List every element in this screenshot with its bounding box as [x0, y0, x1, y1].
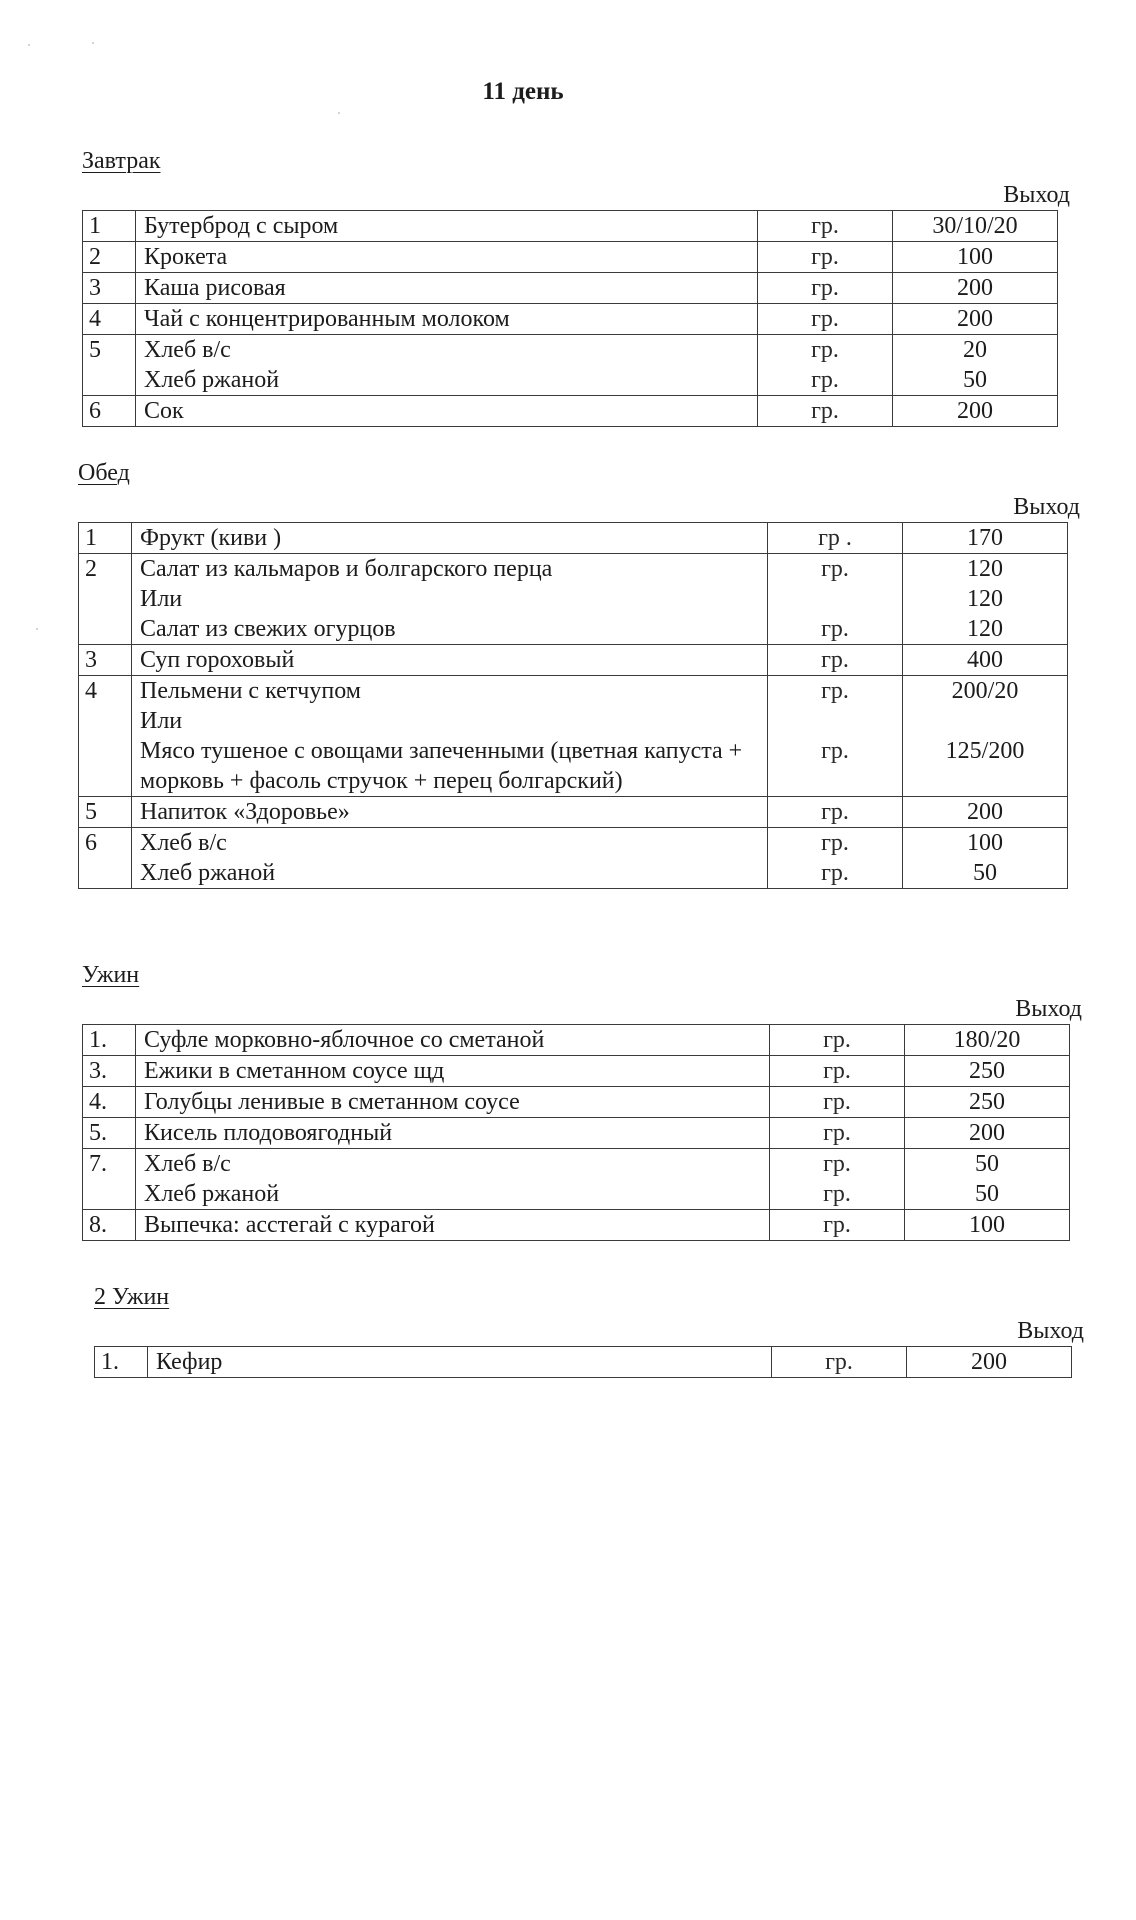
dish-name-cell — [136, 1056, 770, 1087]
table-row — [95, 1347, 1072, 1378]
dish-name-cell — [136, 335, 758, 396]
dish-name-cell — [148, 1347, 772, 1378]
table-row — [83, 273, 1058, 304]
dish-name-cell — [136, 396, 758, 427]
output-value: 50 — [975, 1151, 999, 1177]
dish-name-cell — [136, 304, 758, 335]
dish-name: Хлеб ржаной — [144, 367, 280, 393]
output-value: 170 — [967, 525, 1003, 551]
dish-name: Крокета — [144, 244, 228, 270]
section-title: Обед — [78, 460, 130, 486]
table-row — [83, 1087, 1070, 1118]
row-number: 5 — [83, 335, 136, 396]
output-value: 200 — [971, 1349, 1007, 1375]
dish-name: Мясо тушеное с овощами запеченными (цветная капуста + морковь + фасоль стручок + перец болгарский) — [140, 738, 743, 794]
unit-label-cell — [758, 242, 893, 273]
output-column-label: Выход — [1015, 996, 1082, 1022]
output-value-cell — [905, 1149, 1070, 1210]
unit-label: гр. — [821, 799, 849, 825]
unit-label: гр. — [821, 647, 849, 673]
dish-name-cell — [136, 1210, 770, 1241]
output-value: 50 — [973, 860, 997, 886]
table-row — [83, 304, 1058, 335]
menu-table — [78, 522, 1068, 889]
page-title: 11 день — [482, 78, 564, 105]
output-value: 200 — [969, 1120, 1005, 1146]
unit-label: гр. — [823, 1181, 851, 1207]
scan-speck — [338, 112, 340, 114]
row-number: 1. — [83, 1025, 136, 1056]
unit-label-cell — [758, 335, 893, 396]
unit-label-cell — [768, 523, 903, 554]
table-row — [79, 523, 1068, 554]
dish-name: Сок — [144, 398, 184, 424]
dish-name: Кисель плодовоягодный — [144, 1120, 393, 1146]
row-number: 7. — [83, 1149, 136, 1210]
dish-name-cell — [136, 1118, 770, 1149]
output-value-cell — [893, 335, 1058, 396]
unit-label: гр. — [821, 678, 849, 704]
output-value: 30/10/20 — [932, 213, 1018, 239]
unit-label: гр. — [811, 275, 839, 301]
dish-name-cell — [136, 211, 758, 242]
dish-name: Хлеб ржаной — [144, 1181, 280, 1207]
row-number: 8. — [83, 1210, 136, 1241]
dish-name: Напиток «Здоровье» — [140, 799, 350, 825]
output-value-cell — [893, 242, 1058, 273]
unit-label: гр. — [821, 556, 849, 582]
unit-label: гр. — [811, 306, 839, 332]
section-title: Завтрак — [82, 148, 161, 174]
unit-label: гр. — [823, 1212, 851, 1238]
unit-label-cell — [772, 1347, 907, 1378]
menu-table — [94, 1346, 1072, 1378]
row-number: 6 — [83, 396, 136, 427]
output-value: 50 — [975, 1181, 999, 1207]
unit-label: гр. — [823, 1058, 851, 1084]
row-number: 2 — [83, 242, 136, 273]
output-value: 125/200 — [945, 738, 1025, 764]
unit-label: гр. — [825, 1349, 853, 1375]
dish-name: Выпечка: асстегай с курагой — [144, 1212, 435, 1238]
unit-label-cell — [758, 211, 893, 242]
table-row — [83, 211, 1058, 242]
dish-name-cell — [132, 645, 768, 676]
row-number: 6 — [79, 828, 132, 889]
row-number: 5. — [83, 1118, 136, 1149]
unit-label-cell — [770, 1210, 905, 1241]
dish-name-cell — [132, 523, 768, 554]
output-value: 120 — [967, 616, 1003, 642]
output-value-cell — [907, 1347, 1072, 1378]
table-row — [83, 396, 1058, 427]
menu-section — [82, 960, 1082, 1241]
output-value: 200 — [957, 398, 993, 424]
unit-label: гр. — [821, 738, 849, 764]
output-value: 100 — [967, 830, 1003, 856]
unit-label: гр. — [821, 616, 849, 642]
dish-name-cell — [132, 797, 768, 828]
unit-label-cell — [770, 1118, 905, 1149]
output-value-cell — [903, 797, 1068, 828]
dish-name: Бутерброд с сыром — [144, 213, 339, 239]
row-number: 2 — [79, 554, 132, 645]
dish-name: Салат из кальмаров и болгарского перца — [140, 556, 553, 582]
unit-label-cell — [758, 273, 893, 304]
dish-name: Или — [140, 586, 183, 612]
dish-name-cell — [136, 1025, 770, 1056]
table-row — [79, 797, 1068, 828]
unit-label-cell — [758, 396, 893, 427]
output-value: 200 — [957, 306, 993, 332]
output-value-cell — [903, 523, 1068, 554]
output-column-label: Выход — [1003, 182, 1070, 208]
menu-section — [94, 1282, 1084, 1378]
table-row — [79, 554, 1068, 645]
row-number: 1 — [79, 523, 132, 554]
dish-name: Голубцы ленивые в сметанном соусе — [144, 1089, 520, 1115]
output-value-cell — [903, 676, 1068, 797]
table-row — [83, 1210, 1070, 1241]
scan-speck — [92, 42, 94, 44]
row-number: 4 — [83, 304, 136, 335]
unit-label: гр. — [823, 1027, 851, 1053]
dish-name: Хлеб ржаной — [140, 860, 276, 886]
output-value: 200/20 — [951, 678, 1019, 704]
unit-label-cell — [768, 554, 903, 645]
dish-name-cell — [136, 1087, 770, 1118]
unit-label — [774, 706, 896, 736]
unit-label: гр. — [811, 213, 839, 239]
dish-name: Кефир — [156, 1349, 223, 1375]
row-number: 4. — [83, 1087, 136, 1118]
output-value: 200 — [957, 275, 993, 301]
output-column-label: Выход — [1017, 1318, 1084, 1344]
row-number: 4 — [79, 676, 132, 797]
output-value: 20 — [963, 337, 987, 363]
dish-name: Хлеб в/с — [140, 830, 227, 856]
output-value-cell — [893, 304, 1058, 335]
menu-table — [82, 1024, 1070, 1241]
output-column-label: Выход — [1013, 494, 1080, 520]
output-value-cell — [905, 1087, 1070, 1118]
row-number: 3 — [83, 273, 136, 304]
dish-name-cell — [136, 1149, 770, 1210]
menu-section — [78, 458, 1080, 889]
dish-name: Хлеб в/с — [144, 337, 231, 363]
table-row — [79, 828, 1068, 889]
output-value: 50 — [963, 367, 987, 393]
output-value: 180/20 — [953, 1027, 1021, 1053]
dish-name: Или — [140, 708, 183, 734]
menu-section — [82, 146, 1070, 427]
unit-label: гр. — [811, 337, 839, 363]
output-value: 250 — [969, 1058, 1005, 1084]
unit-label — [774, 584, 896, 614]
menu-table — [82, 210, 1058, 427]
unit-label: гр. — [811, 244, 839, 270]
dish-name-cell — [136, 273, 758, 304]
output-value-cell — [893, 273, 1058, 304]
dish-name-cell — [132, 676, 768, 797]
row-number: 3 — [79, 645, 132, 676]
output-value: 120 — [967, 586, 1003, 612]
unit-label: гр. — [823, 1089, 851, 1115]
dish-name-cell — [132, 828, 768, 889]
row-number: 3. — [83, 1056, 136, 1087]
unit-label-cell — [768, 676, 903, 797]
dish-name: Пельмени с кетчупом — [140, 678, 361, 704]
unit-label: гр. — [821, 860, 849, 886]
unit-label: гр . — [818, 525, 852, 551]
table-row — [83, 1025, 1070, 1056]
row-number: 5 — [79, 797, 132, 828]
unit-label-cell — [770, 1149, 905, 1210]
table-row — [83, 335, 1058, 396]
dish-name-cell — [132, 554, 768, 645]
table-row — [79, 676, 1068, 797]
output-value: 100 — [969, 1212, 1005, 1238]
output-value: 400 — [967, 647, 1003, 673]
output-value: 100 — [957, 244, 993, 270]
dish-name: Салат из свежих огурцов — [140, 616, 396, 642]
output-value-cell — [903, 645, 1068, 676]
output-value-cell — [905, 1056, 1070, 1087]
unit-label: гр. — [811, 367, 839, 393]
output-value: 200 — [967, 799, 1003, 825]
unit-label-cell — [768, 828, 903, 889]
output-value-cell — [903, 554, 1068, 645]
table-row — [79, 645, 1068, 676]
dish-name: Суп гороховый — [140, 647, 295, 673]
dish-name: Фрукт (киви ) — [140, 525, 282, 551]
dish-name: Каша рисовая — [144, 275, 286, 301]
section-title: Ужин — [82, 962, 140, 988]
unit-label-cell — [768, 645, 903, 676]
output-value: 250 — [969, 1089, 1005, 1115]
section-title: 2 Ужин — [94, 1284, 170, 1310]
unit-label-cell — [768, 797, 903, 828]
unit-label-cell — [770, 1087, 905, 1118]
unit-label-cell — [758, 304, 893, 335]
unit-label: гр. — [823, 1151, 851, 1177]
scan-speck — [36, 628, 38, 630]
unit-label-cell — [770, 1025, 905, 1056]
dish-name: Чай с концентрированным молоком — [144, 306, 510, 332]
output-value: 120 — [967, 556, 1003, 582]
output-value-cell — [893, 396, 1058, 427]
output-value-cell — [905, 1118, 1070, 1149]
row-number: 1. — [95, 1347, 148, 1378]
output-value-cell — [893, 211, 1058, 242]
dish-name: Хлеб в/с — [144, 1151, 231, 1177]
scan-speck — [28, 44, 30, 46]
output-value-cell — [905, 1025, 1070, 1056]
row-number: 1 — [83, 211, 136, 242]
output-value-cell — [903, 828, 1068, 889]
dish-name: Ежики в сметанном соусе щд — [144, 1058, 445, 1084]
unit-label: гр. — [823, 1120, 851, 1146]
unit-label-cell — [770, 1056, 905, 1087]
table-row — [83, 1056, 1070, 1087]
table-row — [83, 1149, 1070, 1210]
table-row — [83, 242, 1058, 273]
dish-name-cell — [136, 242, 758, 273]
output-value-cell — [905, 1210, 1070, 1241]
table-row — [83, 1118, 1070, 1149]
unit-label: гр. — [821, 830, 849, 856]
dish-name: Суфле морковно-яблочное со сметаной — [144, 1027, 545, 1053]
output-value — [909, 706, 1061, 736]
unit-label: гр. — [811, 398, 839, 424]
